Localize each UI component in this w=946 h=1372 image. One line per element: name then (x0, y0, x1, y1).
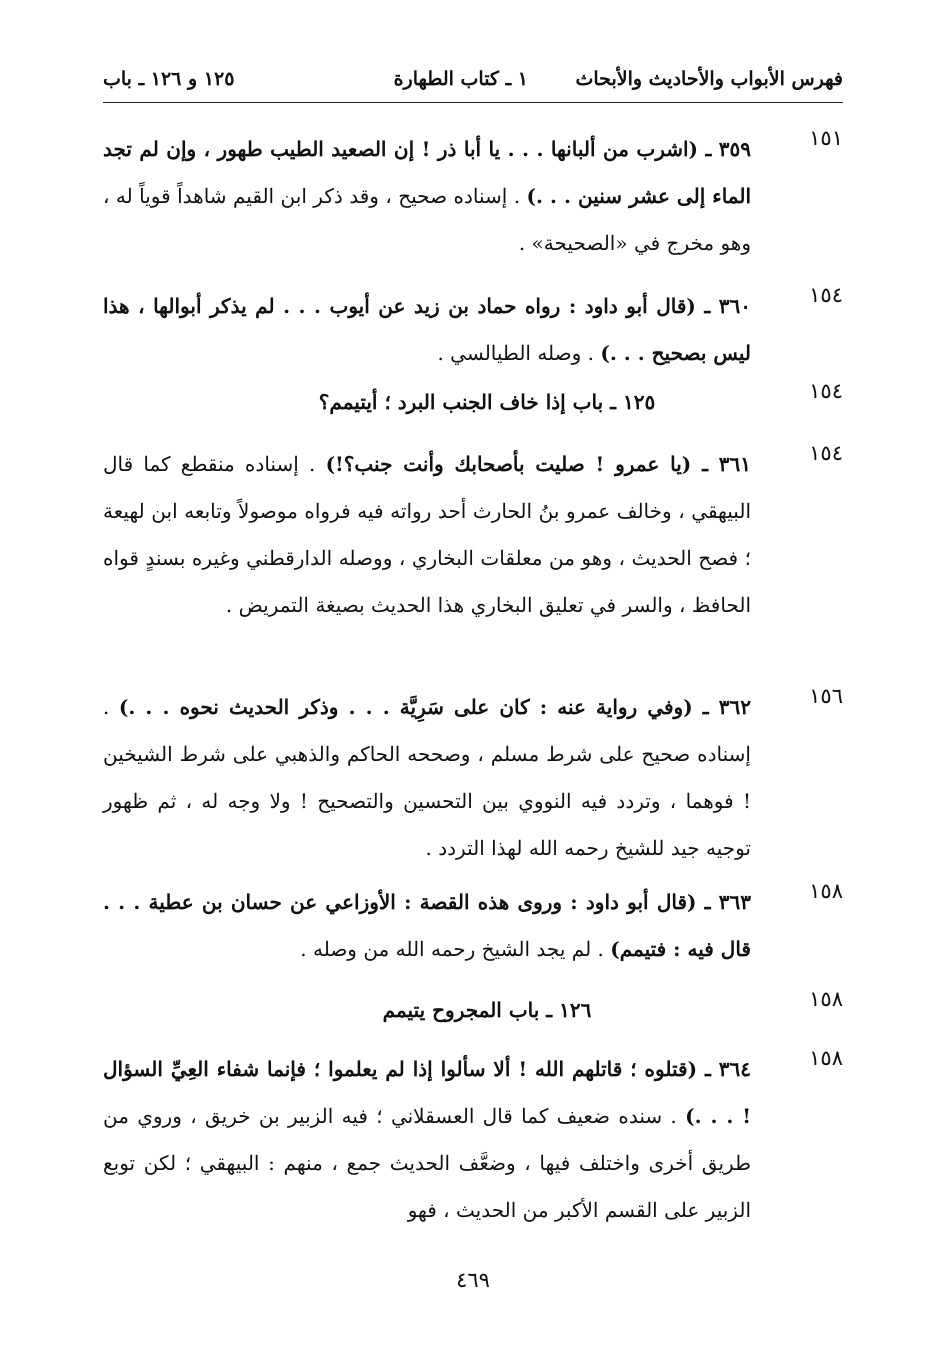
entry-page-number: ١٥٤ (809, 441, 843, 465)
entry-page-number: ١٥٦ (809, 684, 843, 708)
entry-commentary: . وصله الطيالسي . (437, 341, 601, 365)
page-number-footer: ٤٦٩ (456, 1268, 490, 1292)
entry-text (103, 684, 751, 872)
entry-page-number: ١٥٤ (809, 283, 843, 307)
entry-text (103, 1046, 751, 1234)
entry-page-number: ١٥٨ (809, 879, 843, 903)
header-index-title: فهرس الأبواب والأحاديث والأبحاث (575, 68, 843, 90)
entry-hadith-text: ٣٦٢ ـ (وفي رواية عنه : كان على سَرِيَّة . . . وذكر الحديث نحوه . . .) (118, 695, 751, 719)
entry-hadith-text: ٣٦٤ ـ (قتلوه ؛ قاتلهم الله ! ألا سألوا إذا لم يعلموا ؛ فإنما شفاء العِيِّ السؤال ! . . .) (103, 1057, 751, 1128)
running-header (103, 62, 843, 103)
chapter-title: ١٢٦ ـ باب المجروح يتيمم (382, 998, 592, 1022)
entry-page-number: ١٥٨ (809, 987, 843, 1011)
entry-commentary: . إسناده صحيح على شرط مسلم ، وصححه الحاكم والذهبي على شرط الشيخين ! فوهما ، وتردد فيه النووي بين التحسين والتصحيح ! ولا وجه له ، ثم ظهور توجيه جيد للشيخ رحمه الله لهذا التردد . (103, 695, 751, 860)
entry-commentary: . إسناده منقطع كما قال البيهقي ، وخالف عمرو بنُ الحارث أحد رواته فيه فرواه موصولاً وتابعه ابن لهيعة ؛ فصح الحديث ، وهو من معلقات البخاري ، ووصله الدارقطني وغيره بسندٍ قواه الحافظ ، والسر في تعليق البخاري هذا الحديث بصيغة التمريض . (103, 452, 752, 617)
header-book-title: ١ ـ كتاب الطهارة (393, 68, 528, 90)
entry-page-number: ١٥٤ (809, 379, 843, 403)
header-chapter-range: ١٢٥ و ١٢٦ ـ باب (103, 68, 235, 90)
entry-hadith-text: ٣٦٣ ـ (قال أبو داود : وروى هذه القصة : الأوزاعي عن حسان بن عطية . . . قال فيه : فتيمم) (103, 890, 751, 961)
chapter-title: ١٢٥ ـ باب إذا خاف الجنب البرد ؛ أيتيمم؟ (318, 390, 656, 414)
entry-hadith-text: ٣٦١ ـ (يا عمرو ! صليت بأصحابك وأنت جنب؟!) (325, 452, 751, 476)
entry-hadith-text: ٣٦٠ ـ (قال أبو داود : رواه حماد بن زيد عن أيوب . . . لم يذكر أبوالها ، هذا ليس بصحيح . . .) (103, 294, 751, 365)
entry-commentary: . لم يجد الشيخ رحمه الله من وصله . (300, 937, 611, 961)
entry-text (103, 283, 751, 377)
entry-page-number: ١٥١ (809, 126, 843, 150)
entry-commentary: . سنده ضعيف كما قال العسقلاني ؛ فيه الزبير بن خريق ، وروي من طريق أخرى واختلف فيها ، وضعَّف الحديث جمع ، منهم : البيهقي ؛ لكن توبع الزبير على القسم الأكبر من الحديث ، فهو (103, 1104, 751, 1222)
entry-text (103, 126, 751, 267)
entry-page-number: ١٥٨ (809, 1046, 843, 1070)
entry-text (103, 441, 751, 629)
entry-commentary: . إسناده صحيح ، وقد ذكر ابن القيم شاهداً قوياً له ، وهو مخرج في «الصحيحة» . (103, 184, 751, 255)
entry-text (103, 879, 751, 973)
entry-hadith-text: ٣٥٩ ـ (اشرب من ألبانها . . . يا أبا ذر ! إن الصعيد الطيب طهور ، وإن لم تجد الماء إلى عشر سنين . . .) (103, 137, 751, 208)
